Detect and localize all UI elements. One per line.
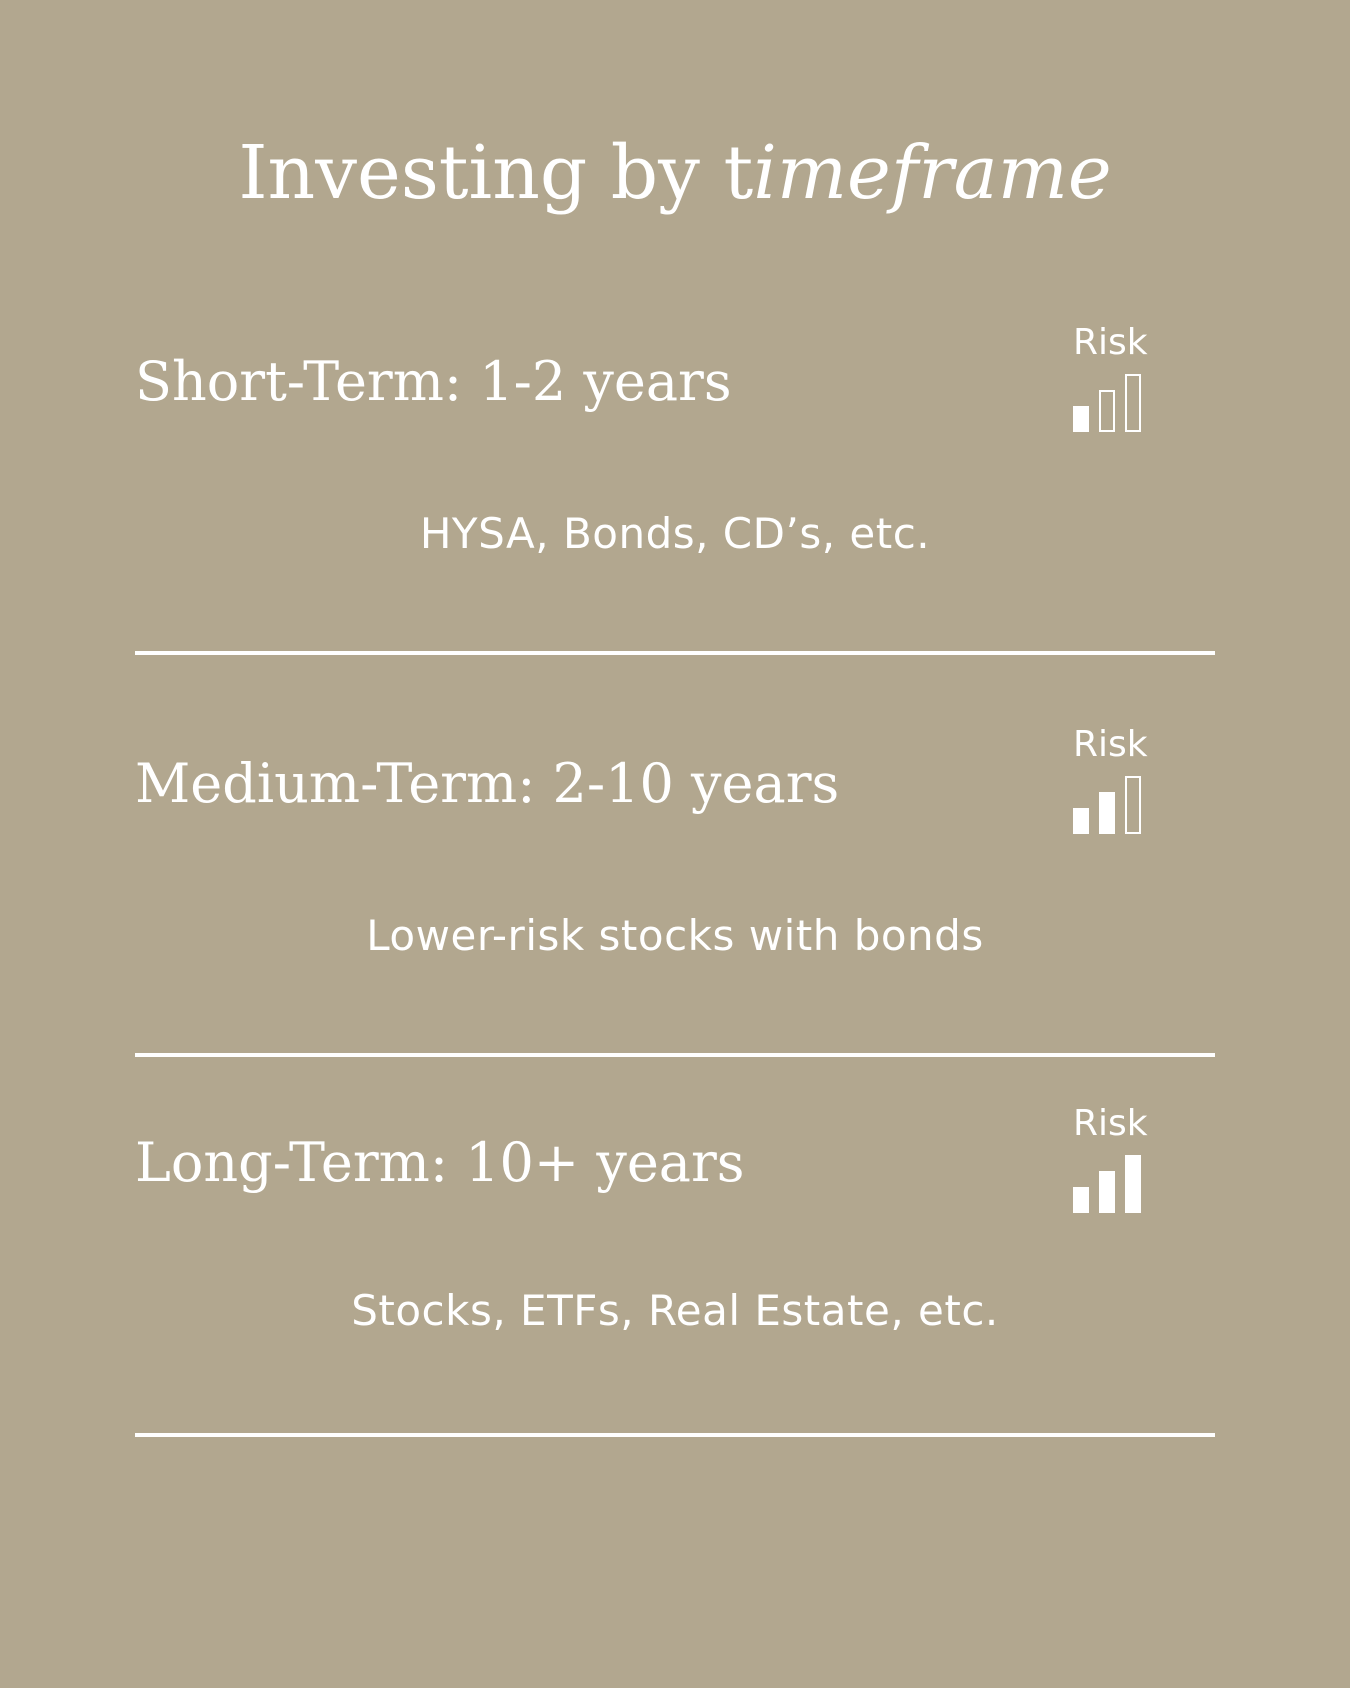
risk-bar-1 — [1073, 1187, 1089, 1213]
section-short-term — [0, 322, 1350, 750]
title-emphasis: imeframe — [753, 130, 1112, 216]
risk-bar-2 — [1099, 390, 1115, 432]
section-medium-term — [0, 724, 1350, 1152]
section-examples: Lower-risk stocks with bonds — [366, 911, 984, 960]
risk-bar-1 — [1073, 406, 1089, 432]
risk-indicator — [1070, 1103, 1150, 1213]
signal-bars-icon — [1073, 776, 1143, 834]
section-heading: Medium-Term: 2-10 years — [135, 752, 840, 815]
section-long-term — [0, 1103, 1350, 1531]
section-heading: Short-Term: 1-2 years — [135, 350, 732, 413]
divider — [135, 651, 1215, 655]
signal-bars-icon — [1073, 1155, 1143, 1213]
risk-label: Risk — [1073, 322, 1148, 363]
risk-bar-3 — [1125, 776, 1141, 834]
risk-indicator — [1070, 322, 1150, 432]
risk-label: Risk — [1073, 724, 1148, 765]
section-examples: Stocks, ETFs, Real Estate, etc. — [351, 1286, 999, 1335]
section-examples: HYSA, Bonds, CD’s, etc. — [419, 509, 931, 558]
risk-indicator — [1070, 724, 1150, 834]
risk-bar-2 — [1099, 1171, 1115, 1213]
section-heading: Long-Term: 10+ years — [135, 1131, 745, 1194]
divider — [135, 1433, 1215, 1437]
divider — [135, 1053, 1215, 1057]
page-title — [0, 128, 1350, 218]
risk-label: Risk — [1073, 1103, 1148, 1144]
risk-bar-1 — [1073, 808, 1089, 834]
title-prefix: Investing by t — [238, 130, 754, 216]
risk-bar-3 — [1125, 1155, 1141, 1213]
risk-bar-2 — [1099, 792, 1115, 834]
risk-bar-3 — [1125, 374, 1141, 432]
signal-bars-icon — [1073, 374, 1143, 432]
